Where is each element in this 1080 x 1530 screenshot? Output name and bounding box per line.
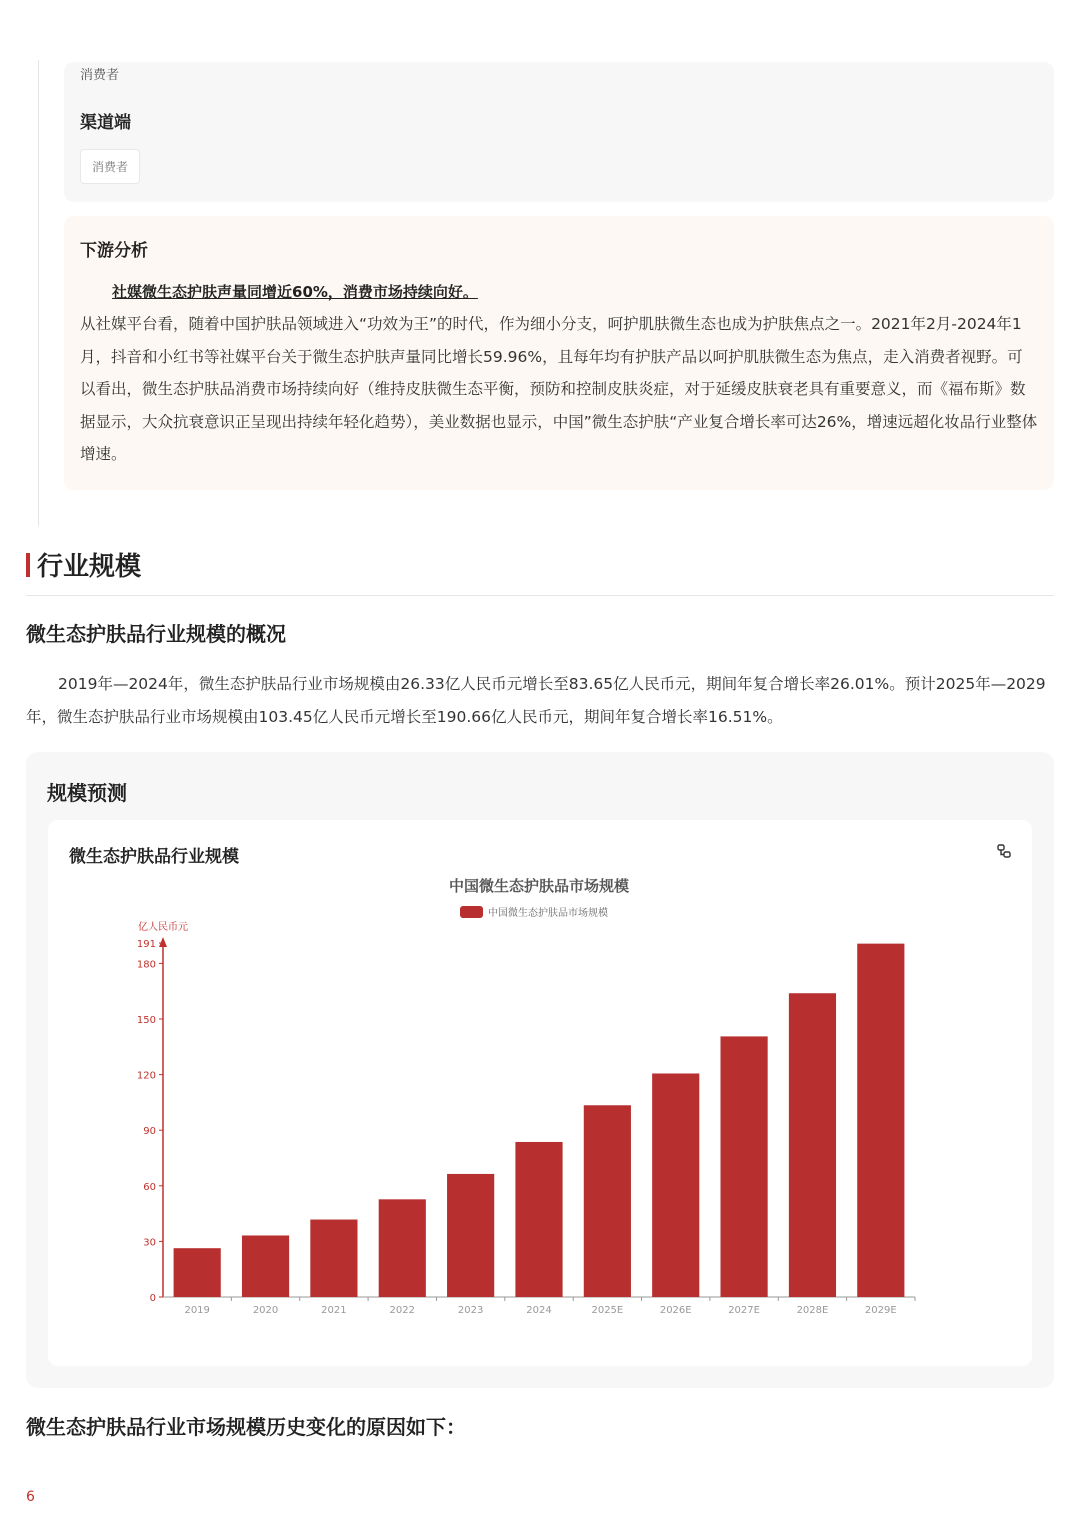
y-tick-label: 0 [149, 1293, 156, 1304]
x-tick-label: 2025E [591, 1305, 624, 1316]
bar [379, 1199, 426, 1297]
bar [515, 1142, 562, 1297]
x-tick-label: 2019 [184, 1305, 210, 1316]
bar [789, 993, 836, 1297]
y-tick-label: 30 [143, 1237, 156, 1249]
x-tick-label: 2027E [728, 1305, 760, 1316]
x-tick-label: 2023 [457, 1305, 484, 1316]
overview-title: 微生态护肤品行业规模的概况 [26, 622, 286, 646]
consumer-tag: 消费者 [80, 149, 140, 184]
bar [310, 1220, 357, 1297]
bar [174, 1248, 221, 1297]
y-axis-label: 亿人民币元 [138, 922, 188, 933]
downstream-body: 从社媒平台看，随着中国护肤品领域进入“功效为王”的时代，作为细小分支，呵护肌肤微生态也成为护肤焦点之一。2021年2月-2024年1月，抖音和小红书等社媒平台关于微生态护肤声量同比增长59.96%，且每年均有护肤产品以呵护肌肤微生态为焦点，走入消费者视野。可以看出，微生态护肤品消费市场持续向好（维持皮肤微生态平衡，预防和控制皮肤炎症，对于延缓皮肤衰老具有重要意义，而《福布斯》数据显示，大众抗衰意识正呈现出持续年轻化趋势），美业数据也显示，中国”微生态护肤“产业复合增长率可达26%，增速远超化妆品行业整体增速。 [80, 315, 1038, 463]
bar [584, 1105, 631, 1297]
consumer-label: 消费者 [80, 68, 120, 83]
downstream-title: 下游分析 [80, 241, 148, 261]
legend-swatch [460, 906, 483, 918]
x-tick-label: 2029E [864, 1305, 897, 1316]
x-tick-label: 2028E [796, 1305, 829, 1316]
bar [652, 1073, 699, 1297]
y-tick-label: 191 [136, 939, 156, 950]
x-tick-label: 2020 [252, 1305, 279, 1316]
y-tick-label: 60 [143, 1181, 156, 1193]
bar [447, 1174, 494, 1297]
x-tick-label: 2026E [659, 1305, 692, 1316]
bar [857, 944, 904, 1297]
forecast-title: 规模预测 [47, 781, 127, 805]
x-tick-label: 2021 [321, 1305, 347, 1316]
overview-paragraph: 2019年—2024年，微生态护肤品行业市场规模由26.33亿人民币元增长至83.65亿人民币元，期间年复合增长率26.01%。预计2025年—2029年，微生态护肤品行业市场规模由103.45亿人民币元增长至190.66亿人民币元，期间年复合增长率16.51%。 [26, 675, 1046, 726]
downstream-highlight: 社媒微生态护肤声量同增近60%，消费市场持续向好。 [112, 283, 478, 301]
y-tick-label: 90 [143, 1126, 156, 1138]
chart-card-title: 微生态护肤品行业规模 [69, 847, 239, 867]
y-tick-label: 150 [136, 1014, 156, 1026]
channel-title: 渠道端 [80, 113, 131, 133]
x-tick-label: 2024 [526, 1305, 552, 1316]
reasons-title: 微生态护肤品行业市场规模历史变化的原因如下： [26, 1415, 466, 1439]
bar [242, 1235, 289, 1297]
y-axis-arrow [159, 937, 167, 947]
chart-title: 中国微生态护肤品市场规模 [448, 877, 630, 895]
section-title: 行业规模 [37, 552, 142, 582]
x-tick-label: 2022 [389, 1305, 415, 1316]
page-number: 6 [26, 1489, 35, 1505]
legend-label: 中国微生态护肤品市场规模 [488, 908, 608, 919]
y-tick-label: 180 [136, 959, 156, 971]
bar [721, 1036, 768, 1297]
y-tick-label: 120 [136, 1070, 156, 1082]
